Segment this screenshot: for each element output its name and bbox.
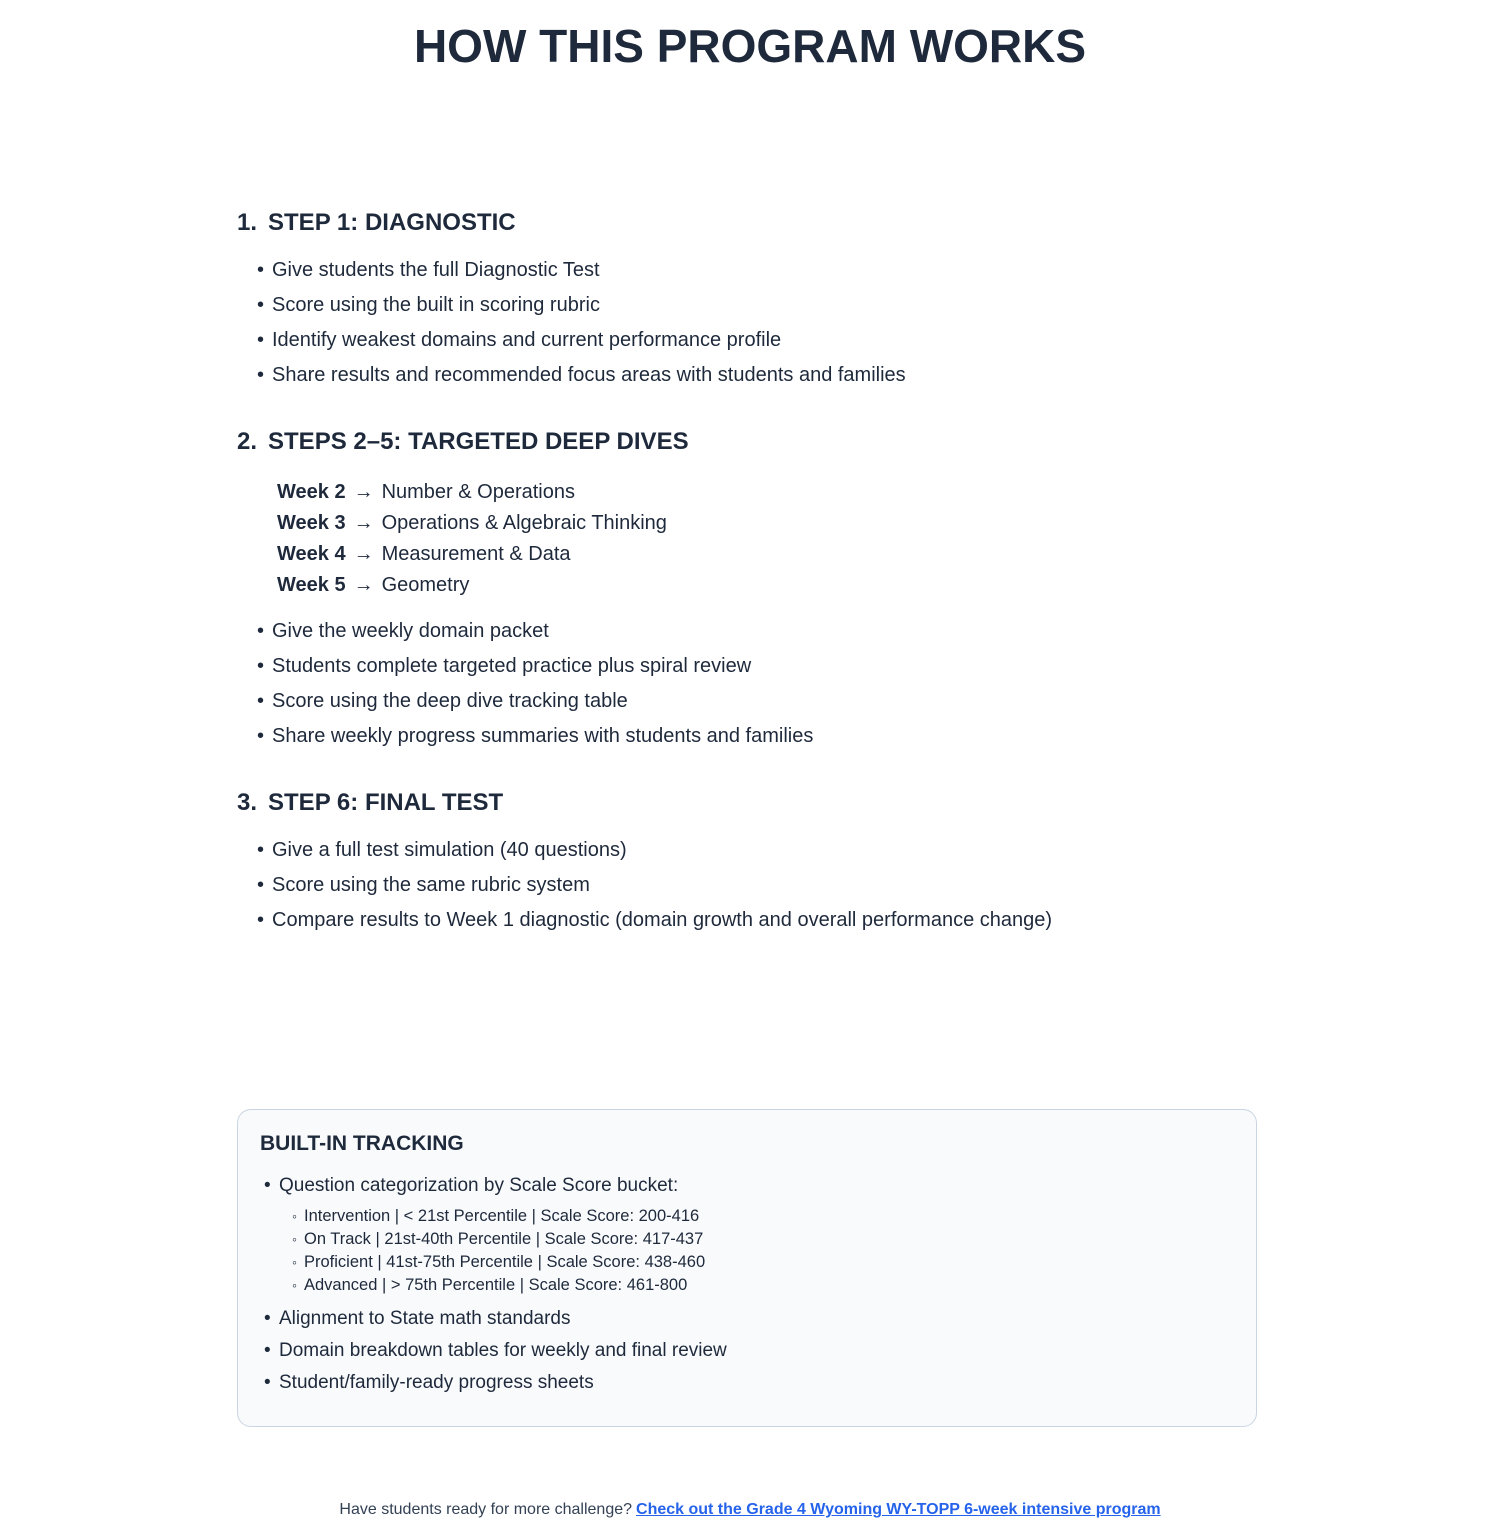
list-item-text: Score using the deep dive tracking table <box>272 689 628 712</box>
list-item <box>264 1338 1230 1363</box>
list-item-text: Identify weakest domains and current performance profile <box>272 329 782 352</box>
list-item <box>257 653 1263 679</box>
week-topic: Operations & Algebraic Thinking <box>381 511 667 534</box>
week-topic: Number & Operations <box>381 480 575 503</box>
list-item <box>292 1228 1230 1251</box>
arrow-right-icon: → <box>353 480 374 503</box>
list-item <box>257 327 1263 353</box>
list-item <box>257 688 1263 714</box>
section-heading-text: STEPS 2–5: TARGETED DEEP DIVES <box>268 428 689 456</box>
list-item-text: On Track | 21st-40th Percentile | Scale Score: 417-437 <box>304 1230 704 1249</box>
list-item-text: Students complete targeted practice plus spiral review <box>272 654 752 677</box>
bullet-list <box>260 1173 1230 1395</box>
list-item-text: Share results and recommended focus areas with students and families <box>272 364 906 387</box>
week-topic: Measurement & Data <box>381 542 571 565</box>
list-item-text: Intervention | < 21st Percentile | Scale Score: 200-416 <box>304 1207 700 1226</box>
tracking-panel-heading: BUILT-IN TRACKING <box>260 1132 464 1156</box>
section-step-6-final-test <box>237 789 1263 934</box>
week-row <box>277 570 1263 601</box>
section-number: 1. <box>237 208 258 236</box>
list-item <box>257 618 1263 644</box>
list-item-text: Share weekly progress summaries with students and families <box>272 724 814 747</box>
section-number: 3. <box>237 788 258 816</box>
list-item-text: Give the weekly domain packet <box>272 619 549 642</box>
bullet-list <box>237 618 1263 749</box>
bullet-icon: • <box>257 364 265 387</box>
bullet-icon: • <box>257 839 265 862</box>
sub-bullet-icon: ◦ <box>292 1254 297 1271</box>
section-steps-2-5-deep-dives <box>237 428 1263 749</box>
week-label: Week 2 <box>277 480 346 503</box>
week-label: Week 3 <box>277 511 346 534</box>
footer <box>237 1501 1263 1519</box>
week-schedule <box>277 477 1263 601</box>
list-item-text: Score using the same rubric system <box>272 874 590 897</box>
bullet-icon: • <box>257 909 265 932</box>
list-item <box>257 723 1263 749</box>
section-heading <box>237 428 1263 456</box>
wy-topp-program-link[interactable]: Check out the Grade 4 Wyoming WY-TOPP 6-week intensive program <box>636 1501 1161 1519</box>
list-item-text: Give a full test simulation (40 questions) <box>272 839 627 862</box>
list-item-text: Alignment to State math standards <box>279 1308 571 1330</box>
list-item <box>257 872 1263 898</box>
arrow-right-icon: → <box>353 542 374 565</box>
section-heading <box>237 209 1263 237</box>
bullet-icon: • <box>257 654 265 677</box>
bullet-icon: • <box>257 294 265 317</box>
bullet-icon: • <box>257 689 265 712</box>
bullet-list <box>237 257 1263 388</box>
scale-score-bucket-list <box>264 1205 1230 1297</box>
list-item-text: Advanced | > 75th Percentile | Scale Score: 461-800 <box>304 1276 688 1295</box>
section-heading <box>237 789 1263 817</box>
list-item-text: Question categorization by Scale Score bucket: <box>279 1175 679 1197</box>
arrow-right-icon: → <box>353 573 374 596</box>
week-row <box>277 539 1263 570</box>
list-item <box>264 1306 1230 1331</box>
sub-bullet-icon: ◦ <box>292 1277 297 1294</box>
section-number: 2. <box>237 428 258 456</box>
built-in-tracking-panel <box>237 1109 1257 1427</box>
section-heading-text: STEP 6: FINAL TEST <box>268 788 504 816</box>
bullet-icon: • <box>257 724 265 747</box>
arrow-right-icon: → <box>353 511 374 534</box>
list-item <box>264 1370 1230 1395</box>
list-item <box>257 907 1263 933</box>
sub-bullet-icon: ◦ <box>292 1208 297 1225</box>
list-item-text: Proficient | 41st-75th Percentile | Scale Score: 438-460 <box>304 1253 706 1272</box>
week-label: Week 4 <box>277 542 346 565</box>
list-item-text: Give students the full Diagnostic Test <box>272 259 600 282</box>
list-item <box>257 837 1263 863</box>
list-item <box>264 1173 1230 1198</box>
list-item-text: Score using the built in scoring rubric <box>272 294 600 317</box>
week-label: Week 5 <box>277 573 346 596</box>
list-item-text: Student/family-ready progress sheets <box>279 1372 594 1394</box>
section-step-1-diagnostic <box>237 209 1263 389</box>
list-item <box>257 362 1263 388</box>
page-container <box>237 21 1263 1519</box>
sub-bullet-icon: ◦ <box>292 1231 297 1248</box>
bullet-icon: • <box>264 1340 271 1362</box>
bullet-icon: • <box>257 874 265 897</box>
list-item <box>257 257 1263 283</box>
list-item <box>292 1251 1230 1274</box>
footer-prompt-text: Have students ready for more challenge? <box>339 1501 633 1519</box>
list-item-text: Domain breakdown tables for weekly and final review <box>279 1340 727 1362</box>
bullet-list <box>237 837 1263 933</box>
bullet-icon: • <box>257 329 265 352</box>
section-heading-text: STEP 1: DIAGNOSTIC <box>268 208 516 236</box>
bullet-icon: • <box>257 619 265 642</box>
bullet-icon: • <box>257 259 265 282</box>
list-item <box>257 292 1263 318</box>
page-title: HOW THIS PROGRAM WORKS <box>413 20 1087 72</box>
week-row <box>277 508 1263 539</box>
week-topic: Geometry <box>381 573 470 596</box>
bullet-icon: • <box>264 1308 271 1330</box>
week-row <box>277 477 1263 508</box>
list-item <box>292 1205 1230 1228</box>
list-item-text: Compare results to Week 1 diagnostic (domain growth and overall performance change) <box>272 909 1053 932</box>
list-item <box>292 1274 1230 1297</box>
bullet-icon: • <box>264 1372 271 1394</box>
bullet-icon: • <box>264 1175 271 1197</box>
